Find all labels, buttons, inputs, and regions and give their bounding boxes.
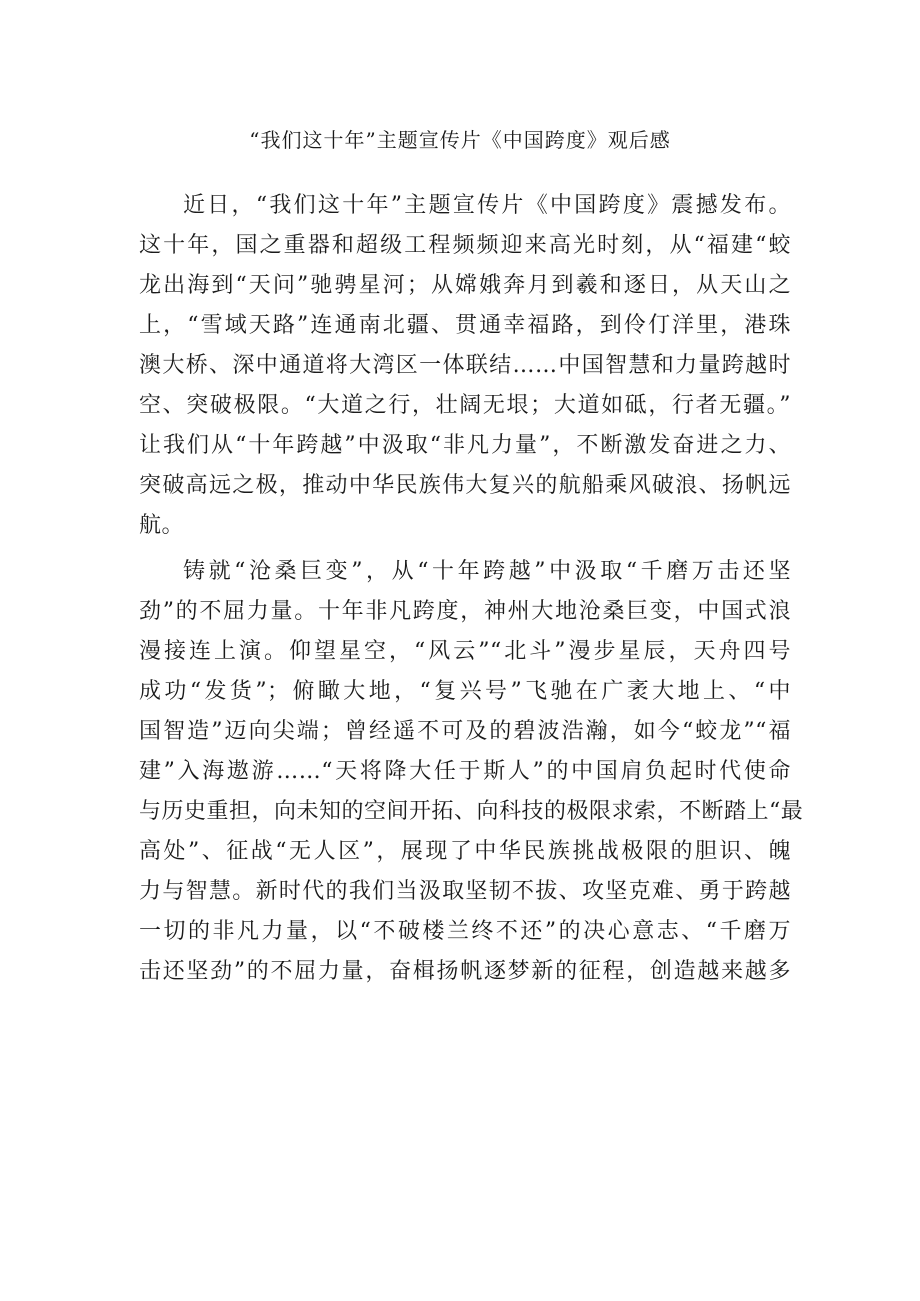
text-line: 让我们从“十年跨越”中汲取“非凡力量”，不断激发奋进之力、 — [139, 433, 791, 458]
text-line: 航。 — [139, 513, 185, 538]
text-line: 一切的非凡力量，以“不破楼兰终不还”的决心意志、“千磨万 — [139, 919, 791, 944]
page-title: “我们这十年”主题宣传片《中国跨度》观后感 — [249, 128, 671, 152]
text-line: 漫接连上演。仰望星空，“风云”“北斗”漫步星辰，天舟四号 — [139, 639, 791, 664]
text-line: 铸就“沧桑巨变”，从“十年跨越”中汲取“千磨万击还坚 — [183, 559, 791, 584]
text-line: 高处”、征战“无人区”，展现了中华民族挑战极限的胆识、魄 — [139, 839, 791, 864]
text-line: 上，“雪域天路”连通南北疆、贯通幸福路，到伶仃洋里，港珠 — [139, 313, 791, 338]
text-line: 龙出海到“天问”驰骋星河；从嫦娥奔月到羲和逐日，从天山之 — [139, 273, 791, 298]
paragraph-1 — [139, 186, 791, 546]
text-line: 建”入海遨游……“天将降大任于斯人”的中国肩负起时代使命 — [139, 759, 791, 784]
document-body — [139, 186, 804, 992]
text-line: 劲”的不屈力量。十年非凡跨度，神州大地沧桑巨变，中国式浪 — [139, 599, 791, 624]
paragraph-2 — [139, 552, 804, 992]
text-line: 力与智慧。新时代的我们当汲取坚韧不拔、攻坚克难、勇于跨越 — [139, 879, 791, 904]
text-line: 成功“发货”；俯瞰大地，“复兴号”飞驰在广袤大地上、“中 — [139, 679, 791, 704]
text-line: 与历史重担，向未知的空间开拓、向科技的极限求索，不断踏上“最 — [139, 799, 804, 824]
text-line: 近日，“我们这十年”主题宣传片《中国跨度》震撼发布。 — [183, 193, 791, 218]
text-line: 澳大桥、深中通道将大湾区一体联结……中国智慧和力量跨越时 — [139, 353, 791, 378]
text-line: 国智造”迈向尖端；曾经遥不可及的碧波浩瀚，如今“蛟龙”“福 — [139, 719, 791, 744]
text-line: 突破高远之极，推动中华民族伟大复兴的航船乘风破浪、扬帆远 — [139, 473, 791, 498]
text-line: 空、突破极限。“大道之行，壮阔无垠；大道如砥，行者无疆。” — [139, 393, 791, 418]
text-line: 这十年，国之重器和超级工程频频迎来高光时刻，从“福建“蛟 — [139, 233, 791, 258]
text-line: 击还坚劲”的不屈力量，奋楫扬帆逐梦新的征程，创造越来越多 — [139, 959, 791, 984]
